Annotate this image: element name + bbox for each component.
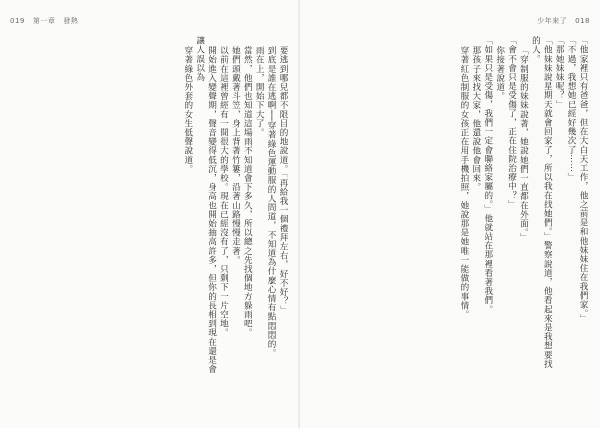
right-running-head	[529, 16, 590, 26]
paragraph: 「那她妹妹呢？」	[554, 36, 565, 109]
chapter-title: 發熱	[63, 17, 79, 25]
paragraph: 「他家裡只有爸爸，但在大白天工作，他之前是和他妹妹住在我們家。」	[578, 36, 588, 323]
paragraph: 雨在上，開始下大了。	[254, 46, 265, 138]
paragraph: 到底是誰在逃啊──穿著綠色運動服的人問道，不知道為什麼心情有點悶悶的。	[266, 46, 277, 358]
paragraph: 當然，他們也知道這場雨不知道會下多久，所以總之先找個地方躲雨吧。	[242, 46, 253, 338]
right-text-block	[308, 36, 588, 376]
paragraph: 那孩子來找大家，他還說他會回來。	[470, 46, 481, 192]
paragraph: 「會不會只是受傷了，正在住院治療中？」	[506, 36, 517, 209]
paragraph: 要逃到哪兒都不限目的地說道。「再給我一個禮拜左右，好不好？」	[278, 46, 288, 316]
paragraph: 以前在這裡曾經有一間很大的學校。現在已經沒有了，只剩下一片空地。	[218, 46, 229, 338]
paragraph: 她們頭戴著斗笠，身上背著竹簍，沿著山路慢慢走著。	[230, 46, 241, 265]
paragraph: 「穿制服的妹妹說著，她說她們一直都在外面。」	[518, 46, 529, 243]
running-title: 少年來了	[537, 17, 568, 25]
chapter-label: 第一章	[32, 17, 56, 25]
paragraph: 「如果只是受傷，我們一定會聯絡家屬的。」他就站在那裡看著我們。	[482, 36, 493, 314]
paragraph: 你接著說道。	[494, 46, 505, 101]
paragraph: 「他妹妹說星期天就會回家了，所以我在找她們。」警察說道，他看起來是我想要找的人。	[530, 36, 553, 369]
left-text-block	[12, 36, 288, 376]
paragraph: 「不過，我想她已經好幾次了⋯⋯」	[566, 36, 577, 182]
right-page-number: 018	[575, 17, 590, 25]
right-page	[300, 0, 600, 428]
left-running-head	[10, 16, 86, 26]
left-page-number: 019	[10, 17, 25, 25]
paragraph: 穿著紅色制服的女孩正在用手機拍照，她說那是她唯一能做的事情。	[458, 46, 469, 320]
paragraph: 開始進入變聲期，聲音變得低沉，身高也開始抽高許多，但你的長相到現在還是會讓人誤以為	[194, 36, 217, 374]
paragraph: 穿著綠色外套的女生低聲說道。	[182, 46, 193, 174]
